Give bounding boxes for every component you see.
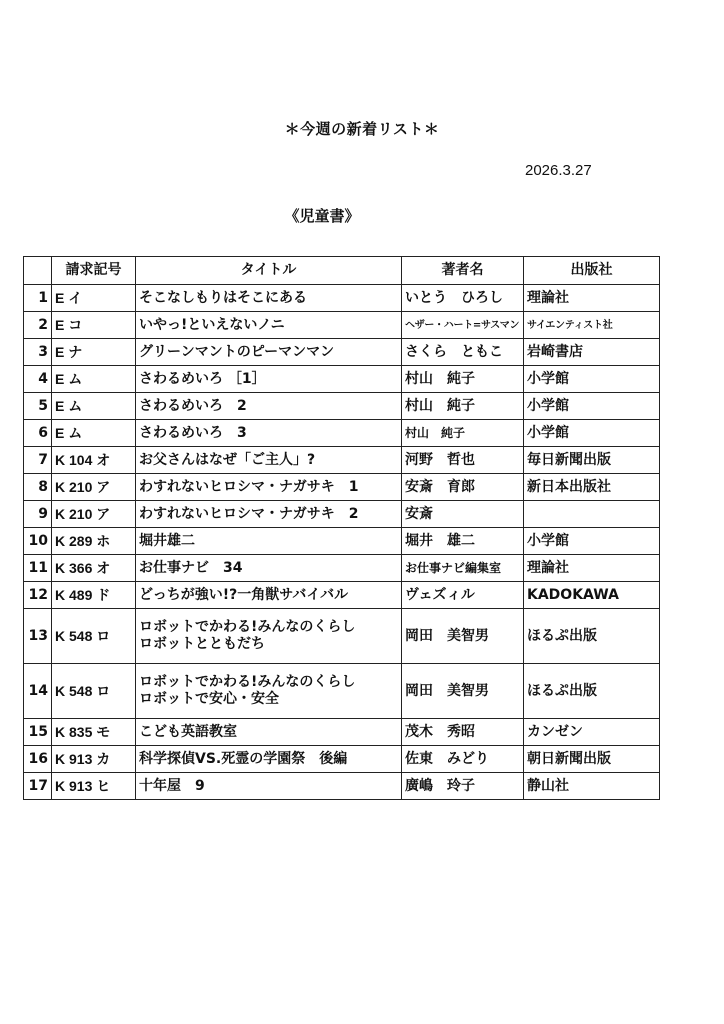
publisher-name: サイエンティスト社 <box>524 312 660 339</box>
author-name: いとう ひろし <box>402 285 524 312</box>
row-number: 16 <box>24 746 52 773</box>
table-row <box>24 285 660 312</box>
table-row <box>24 312 660 339</box>
table-row <box>24 555 660 582</box>
table-row <box>24 366 660 393</box>
row-number: 13 <box>24 609 52 664</box>
table-row <box>24 474 660 501</box>
publisher-name: 小学館 <box>524 366 660 393</box>
publisher-name <box>524 501 660 528</box>
column-header-number <box>24 257 52 285</box>
book-title-line: ロボットでかわる!みんなのくらし <box>139 674 356 690</box>
row-number: 10 <box>24 528 52 555</box>
book-title <box>136 773 402 800</box>
publisher-name: 新日本出版社 <box>524 474 660 501</box>
author-name: 安斎 育郎 <box>402 474 524 501</box>
row-number: 7 <box>24 447 52 474</box>
book-title <box>136 366 402 393</box>
table-row <box>24 420 660 447</box>
author-name: 岡田 美智男 <box>402 609 524 664</box>
publisher-name: ほるぷ出版 <box>524 609 660 664</box>
table-row <box>24 719 660 746</box>
book-title-line: ロボットで安心・安全 <box>139 691 279 707</box>
author-name: 村山 純子 <box>402 420 524 447</box>
column-header-author: 著者名 <box>402 257 524 285</box>
author-name: 廣嶋 玲子 <box>402 773 524 800</box>
book-title-line: さわるめいろ 2 <box>139 397 247 414</box>
book-title-line: 堀井雄二 <box>139 532 195 549</box>
call-number: E ム <box>52 420 136 447</box>
section-heading: 《児童書》 <box>284 207 360 225</box>
author-name: 村山 純子 <box>402 366 524 393</box>
book-title-line: グリーンマントのピーマンマン <box>139 343 335 360</box>
call-number: K 835 モ <box>52 719 136 746</box>
row-number: 12 <box>24 582 52 609</box>
row-number: 8 <box>24 474 52 501</box>
book-title <box>136 609 402 664</box>
book-title <box>136 312 402 339</box>
table-row <box>24 664 660 719</box>
book-title-line: お仕事ナビ 34 <box>139 559 243 576</box>
author-name: 堀井 雄二 <box>402 528 524 555</box>
book-title <box>136 393 402 420</box>
book-title <box>136 285 402 312</box>
publisher-name: KADOKAWA <box>524 582 660 609</box>
call-number: K 366 オ <box>52 555 136 582</box>
call-number: K 104 オ <box>52 447 136 474</box>
call-number: E ム <box>52 393 136 420</box>
call-number: K 548 ロ <box>52 609 136 664</box>
book-title-line: さわるめいろ ［1］ <box>139 370 266 387</box>
book-title <box>136 420 402 447</box>
publisher-name: ほるぷ出版 <box>524 664 660 719</box>
row-number: 2 <box>24 312 52 339</box>
call-number: E イ <box>52 285 136 312</box>
author-name: 河野 哲也 <box>402 447 524 474</box>
author-name: さくら ともこ <box>402 339 524 366</box>
publisher-name: 理論社 <box>524 555 660 582</box>
call-number: K 210 ア <box>52 474 136 501</box>
book-title-line: そこなしもりはそこにある <box>139 289 307 306</box>
book-title-line: どっちが強い!?一角獣サバイバル <box>139 586 349 603</box>
book-title-line: わすれないヒロシマ・ナガサキ 1 <box>139 478 359 495</box>
book-title <box>136 582 402 609</box>
book-title <box>136 474 402 501</box>
call-number: E ム <box>52 366 136 393</box>
publisher-name: 岩崎書店 <box>524 339 660 366</box>
publisher-name: 朝日新聞出版 <box>524 746 660 773</box>
book-title-line: ロボットでかわる!みんなのくらし <box>139 619 356 635</box>
author-name: ヴェズィル <box>402 582 524 609</box>
publisher-name: 小学館 <box>524 393 660 420</box>
author-name: 岡田 美智男 <box>402 664 524 719</box>
book-title <box>136 746 402 773</box>
publisher-name: 理論社 <box>524 285 660 312</box>
book-title-line: 科学探偵VS.死霊の学園祭 後編 <box>139 750 348 767</box>
table-row <box>24 528 660 555</box>
author-name: 村山 純子 <box>402 393 524 420</box>
book-title <box>136 528 402 555</box>
call-number: K 548 ロ <box>52 664 136 719</box>
row-number: 11 <box>24 555 52 582</box>
row-number: 6 <box>24 420 52 447</box>
row-number: 9 <box>24 501 52 528</box>
book-title <box>136 501 402 528</box>
row-number: 17 <box>24 773 52 800</box>
row-number: 14 <box>24 664 52 719</box>
table-row <box>24 773 660 800</box>
page-title: ＊今週の新着リスト＊ <box>284 120 440 138</box>
call-number: K 489 ド <box>52 582 136 609</box>
publisher-name: 毎日新聞出版 <box>524 447 660 474</box>
author-name: お仕事ナビ編集室 <box>402 555 524 582</box>
call-number: E コ <box>52 312 136 339</box>
call-number: K 913 カ <box>52 746 136 773</box>
table-row <box>24 447 660 474</box>
book-title-line: こども英語教室 <box>139 723 237 740</box>
row-number: 1 <box>24 285 52 312</box>
call-number: K 210 ア <box>52 501 136 528</box>
row-number: 15 <box>24 719 52 746</box>
book-title-line: お父さんはなぜ「ご主人」? <box>139 451 316 468</box>
book-title <box>136 719 402 746</box>
table-row <box>24 501 660 528</box>
book-title-line: いやっ!といえないノニ <box>139 316 285 333</box>
row-number: 4 <box>24 366 52 393</box>
book-title-line: わすれないヒロシマ・ナガサキ 2 <box>139 505 359 522</box>
author-name: ヘザー・ハート=サスマン <box>402 312 524 339</box>
table-row <box>24 393 660 420</box>
publisher-name: 小学館 <box>524 420 660 447</box>
publisher-name: 静山社 <box>524 773 660 800</box>
row-number: 3 <box>24 339 52 366</box>
book-title-line: ロボットとともだち <box>139 636 265 652</box>
column-header-publisher: 出版社 <box>524 257 660 285</box>
author-name: 安斎 <box>402 501 524 528</box>
table-body <box>24 285 660 800</box>
table-header-row <box>24 257 660 285</box>
column-header-title: タイトル <box>136 257 402 285</box>
call-number: E ナ <box>52 339 136 366</box>
table-row <box>24 339 660 366</box>
row-number: 5 <box>24 393 52 420</box>
new-arrivals-table <box>23 256 660 800</box>
book-title <box>136 447 402 474</box>
publisher-name: カンゼン <box>524 719 660 746</box>
author-name: 茂木 秀昭 <box>402 719 524 746</box>
table-row <box>24 582 660 609</box>
book-title <box>136 664 402 719</box>
author-name: 佐東 みどり <box>402 746 524 773</box>
call-number: K 913 ヒ <box>52 773 136 800</box>
table-row <box>24 609 660 664</box>
call-number: K 289 ホ <box>52 528 136 555</box>
publisher-name: 小学館 <box>524 528 660 555</box>
book-title <box>136 339 402 366</box>
list-date: 2026.3.27 <box>525 162 592 179</box>
table-row <box>24 746 660 773</box>
book-title-line: さわるめいろ 3 <box>139 424 247 441</box>
book-title-line: 十年屋 9 <box>139 777 205 794</box>
book-title <box>136 555 402 582</box>
column-header-call-number: 請求記号 <box>52 257 136 285</box>
